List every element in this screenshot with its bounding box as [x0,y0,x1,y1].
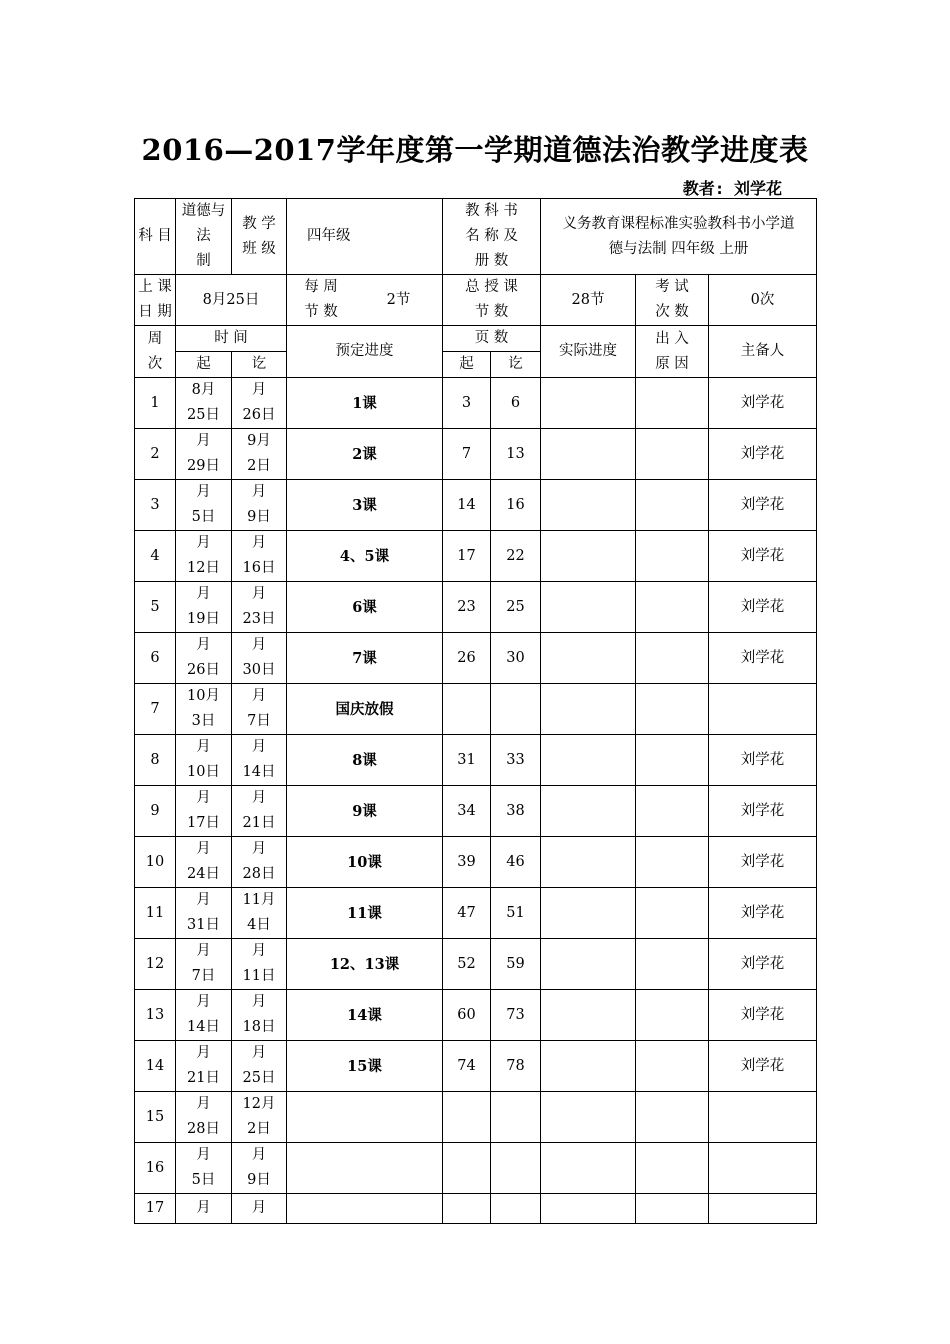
page-start: 14 [443,480,491,531]
page-start: 31 [443,735,491,786]
table-row [135,735,817,786]
preparer: 刘学花 [709,888,817,939]
week-number: 15 [135,1092,176,1143]
difference-reason [636,786,709,837]
start-date: 10月 3日 [176,684,232,735]
exam-count-label: 考 试 次 数 [636,275,709,326]
difference-reason [636,429,709,480]
planned-progress: 7课 [287,633,443,684]
page-start: 26 [443,633,491,684]
start-date: 月 5日 [176,1143,232,1194]
week-number: 16 [135,1143,176,1194]
page-start-header: 起 [443,352,491,378]
info-row-2 [135,275,817,326]
page-end [491,684,541,735]
difference-reason [636,939,709,990]
start-date: 月 10日 [176,735,232,786]
actual-progress [541,429,636,480]
week-number: 14 [135,1041,176,1092]
start-date: 月 26日 [176,633,232,684]
planned-progress [287,1092,443,1143]
page-start: 7 [443,429,491,480]
actual-progress [541,786,636,837]
table-row [135,837,817,888]
end-date: 月 18日 [232,990,287,1041]
preparer: 刘学花 [709,1041,817,1092]
week-number: 11 [135,888,176,939]
end-date: 月 7日 [232,684,287,735]
actual-progress [541,1092,636,1143]
actual-progress [541,480,636,531]
week-number: 1 [135,378,176,429]
end-date: 月 30日 [232,633,287,684]
table-row [135,786,817,837]
start-date-label: 上 课 日 期 [135,275,176,326]
difference-reason [636,378,709,429]
page-end-header: 讫 [491,352,541,378]
start-date: 月 29日 [176,429,232,480]
difference-reason [636,480,709,531]
planned-progress: 9课 [287,786,443,837]
book-label: 教 科 书 名 称 及 册 数 [443,199,541,275]
total-lessons-value: 28节 [541,275,636,326]
total-lessons-label: 总 授 课 节 数 [443,275,541,326]
planned-progress [287,1194,443,1224]
page-end [491,1194,541,1224]
week-number: 12 [135,939,176,990]
week-number: 9 [135,786,176,837]
difference-reason [636,1143,709,1194]
header-row-1 [135,326,817,352]
actual-progress [541,735,636,786]
book-value: 义务教育课程标准实验教科书小学道 德与法制 四年级 上册 [541,199,817,275]
preparer: 刘学花 [709,378,817,429]
page-end: 13 [491,429,541,480]
week-number: 17 [135,1194,176,1224]
page-end: 25 [491,582,541,633]
page-start: 74 [443,1041,491,1092]
table-row [135,1143,817,1194]
planned-progress: 8课 [287,735,443,786]
start-date: 月 5日 [176,480,232,531]
actual-progress [541,684,636,735]
table-row [135,939,817,990]
end-date: 月 23日 [232,582,287,633]
weekly-lessons: 每 周 节 数 2节 [287,275,443,326]
week-number: 10 [135,837,176,888]
page-end [491,1143,541,1194]
page-start: 23 [443,582,491,633]
preparer: 刘学花 [709,531,817,582]
table-row [135,531,817,582]
difference-reason [636,582,709,633]
table-row [135,480,817,531]
actual-progress [541,378,636,429]
pages-header: 页 数 [443,326,541,352]
difference-reason [636,1092,709,1143]
end-date: 月 21日 [232,786,287,837]
table-row [135,378,817,429]
planned-progress: 3课 [287,480,443,531]
page-end: 22 [491,531,541,582]
start-date: 月 12日 [176,531,232,582]
plan-header: 预定进度 [287,326,443,378]
start-date: 月 14日 [176,990,232,1041]
page-start [443,1143,491,1194]
page-end: 78 [491,1041,541,1092]
start-date-value: 8月25日 [176,275,287,326]
preparer [709,1194,817,1224]
week-number: 3 [135,480,176,531]
teacher-name: 教者: 刘学花 [682,179,782,198]
page-start: 17 [443,531,491,582]
table-row [135,1041,817,1092]
actual-progress [541,837,636,888]
difference-reason [636,837,709,888]
preparer [709,684,817,735]
actual-progress [541,633,636,684]
end-date: 月 16日 [232,531,287,582]
actual-progress [541,939,636,990]
preparer: 刘学花 [709,735,817,786]
info-row-1 [135,199,817,275]
week-number: 4 [135,531,176,582]
start-date: 8月 25日 [176,378,232,429]
start-date: 月 7日 [176,939,232,990]
start-date: 月 [176,1194,232,1224]
subject-value: 道德与法 制 [176,199,232,275]
end-date: 12月 2日 [232,1092,287,1143]
preparer: 刘学花 [709,939,817,990]
end-date: 月 26日 [232,378,287,429]
exam-count-value: 0次 [709,275,817,326]
page-end: 16 [491,480,541,531]
actual-header: 实际进度 [541,326,636,378]
actual-progress [541,1194,636,1224]
end-date: 月 9日 [232,480,287,531]
page-start [443,684,491,735]
page-end: 73 [491,990,541,1041]
page-start: 52 [443,939,491,990]
preparer: 刘学花 [709,990,817,1041]
schedule-table [134,198,817,1224]
time-start-header: 起 [176,352,232,378]
page-end: 33 [491,735,541,786]
preparer: 刘学花 [709,582,817,633]
end-date: 月 25日 [232,1041,287,1092]
week-number: 13 [135,990,176,1041]
actual-progress [541,531,636,582]
planned-progress: 10课 [287,837,443,888]
page-start: 3 [443,378,491,429]
page-start: 34 [443,786,491,837]
time-end-header: 讫 [232,352,287,378]
end-date: 9月 2日 [232,429,287,480]
class-label: 教 学 班 级 [232,199,287,275]
page-end: 59 [491,939,541,990]
difference-reason [636,531,709,582]
end-date: 11月 4日 [232,888,287,939]
planned-progress: 6课 [287,582,443,633]
planned-progress: 12、13课 [287,939,443,990]
actual-progress [541,990,636,1041]
page-end: 51 [491,888,541,939]
preparer [709,1092,817,1143]
actual-progress [541,888,636,939]
week-number: 8 [135,735,176,786]
planned-progress: 2课 [287,429,443,480]
planned-progress [287,1143,443,1194]
preparer: 刘学花 [709,786,817,837]
planned-progress: 11课 [287,888,443,939]
page-start [443,1194,491,1224]
planned-progress: 15课 [287,1041,443,1092]
table-row [135,888,817,939]
preparer: 刘学花 [709,633,817,684]
page-end: 38 [491,786,541,837]
end-date: 月 11日 [232,939,287,990]
difference-reason [636,684,709,735]
difference-reason [636,888,709,939]
page-end [491,1092,541,1143]
start-date: 月 21日 [176,1041,232,1092]
difference-reason [636,990,709,1041]
preparer: 刘学花 [709,429,817,480]
difference-reason [636,735,709,786]
actual-progress [541,1143,636,1194]
page-start: 60 [443,990,491,1041]
start-date: 月 19日 [176,582,232,633]
preparer: 刘学花 [709,480,817,531]
planned-progress: 4、5课 [287,531,443,582]
subject-label: 科 目 [135,199,176,275]
page-start: 47 [443,888,491,939]
start-date: 月 31日 [176,888,232,939]
end-date: 月 9日 [232,1143,287,1194]
difference-reason [636,1041,709,1092]
table-row [135,429,817,480]
planned-progress: 1课 [287,378,443,429]
page-start: 39 [443,837,491,888]
start-date: 月 17日 [176,786,232,837]
preparer-header: 主备人 [709,326,817,378]
table-row [135,1092,817,1143]
preparer [709,1143,817,1194]
end-date: 月 28日 [232,837,287,888]
table-row [135,684,817,735]
table-row [135,990,817,1041]
week-number: 2 [135,429,176,480]
page-end: 6 [491,378,541,429]
table-row [135,633,817,684]
table-row [135,582,817,633]
week-number: 7 [135,684,176,735]
actual-progress [541,1041,636,1092]
start-date: 月 24日 [176,837,232,888]
end-date: 月 14日 [232,735,287,786]
week-header: 周 次 [135,326,176,378]
diff-header: 出 入 原 因 [636,326,709,378]
table-row [135,1194,817,1224]
difference-reason [636,633,709,684]
planned-progress: 国庆放假 [287,684,443,735]
difference-reason [636,1194,709,1224]
page-title: 2016—2017学年度第一学期道德法治教学进度表 [141,133,809,167]
start-date: 月 28日 [176,1092,232,1143]
class-value: 四年级 [287,199,443,275]
page-end: 30 [491,633,541,684]
time-header: 时 间 [176,326,287,352]
actual-progress [541,582,636,633]
page-start [443,1092,491,1143]
planned-progress: 14课 [287,990,443,1041]
week-number: 5 [135,582,176,633]
week-number: 6 [135,633,176,684]
end-date: 月 [232,1194,287,1224]
page-end: 46 [491,837,541,888]
preparer: 刘学花 [709,837,817,888]
